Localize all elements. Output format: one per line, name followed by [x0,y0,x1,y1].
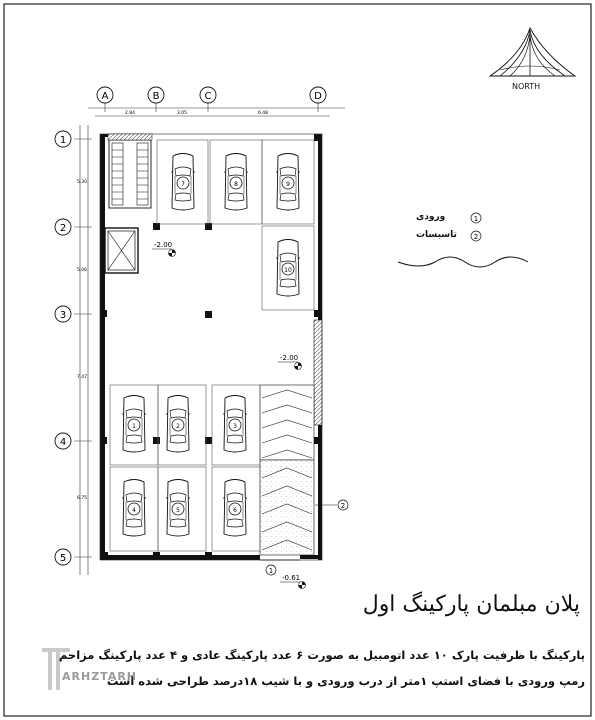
row-grid-lines [74,125,92,575]
column-label-c: C [204,91,212,102]
parking-number: 9 [286,181,290,188]
car-1 [122,396,146,453]
row-label-1: 1 [59,135,67,146]
parking-number: 8 [234,181,238,188]
watermark-text: ARHZTARH [62,670,138,683]
car-7 [171,154,195,211]
car-4 [122,480,146,537]
car-9 [276,154,300,211]
legend [471,213,481,241]
column-label-b: B [152,91,160,102]
description-line-2: رمپ ورودی با فضای استپ ۱متر از درب ورودی و با شیب ۱۸درصد طراحی شده است [106,674,585,688]
parking-number: 4 [132,507,136,514]
column-dimension-bc: 3.05 [176,111,188,116]
entry-ramp [260,385,314,560]
level-marker-entry [266,565,306,589]
column-label-d: D [314,91,322,102]
plan-title: پلان مبلمان پارکینگ اول [362,592,580,617]
column-dimension-ab: 2.84 [124,111,136,116]
row-dimension-23: 5.06 [76,268,88,273]
level-value: -2.00 [280,354,299,362]
north-arrow-icon [490,28,575,76]
parking-number: 10 [284,267,292,274]
legend-number-2: 2 [473,233,479,241]
row-dimension-12: 5.30 [76,180,88,185]
row-dimension-34: 7.47 [76,375,88,380]
legend-number-1: 1 [473,215,479,223]
row-label-2: 2 [59,223,67,234]
column-dimension-cd: 6.48 [257,111,269,116]
level-marker-middle [278,354,302,370]
parking-number: 3 [233,423,237,430]
level-value: -2.00 [154,241,173,249]
utilities-marker-number: 2 [340,502,346,510]
level-value: -0.61 [282,574,301,582]
car-5 [166,480,190,537]
entry-marker-number: 1 [268,567,274,575]
column-label-a: A [101,91,109,102]
level-marker-upper [152,241,176,257]
parking-number: 5 [176,507,180,514]
legend-label-entry: ورودی [416,212,446,222]
column-heads [97,87,326,116]
car-8 [224,154,248,211]
row-label-4: 4 [59,437,67,448]
car-6 [223,480,247,537]
row-label-3: 3 [59,310,67,321]
row-label-5: 5 [59,553,67,564]
north-label: NORTH [512,82,541,91]
row-dimension-45: 6.75 [76,496,88,501]
row-heads [55,131,87,565]
elevator [105,228,138,273]
break-line [398,257,528,267]
parking-number: 6 [233,507,237,514]
legend-label-utilities: تاسیسات [416,230,457,240]
car-10 [276,240,300,297]
parking-number: 7 [181,181,185,188]
parking-number: 2 [176,423,180,430]
car-2 [166,396,190,453]
description-line-1: پارکینگ با ظرفیت پارک ۱۰ عدد اتومبیل به صورت ۶ عدد پارکینگ عادی و ۴ عدد پارکینگ مزاحم [58,648,585,662]
stair [108,134,152,208]
parking-number: 1 [132,423,136,430]
car-3 [223,396,247,453]
